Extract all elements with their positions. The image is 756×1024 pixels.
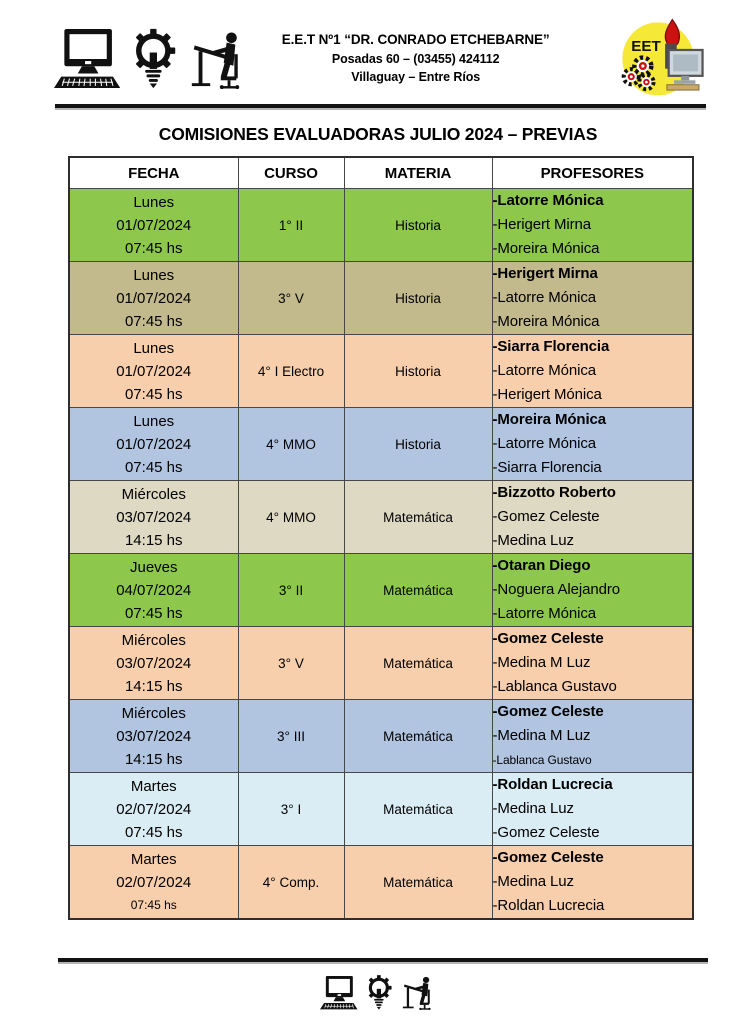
fecha-date: 03/07/2024 bbox=[116, 508, 192, 526]
profesor-titular: -Latorre Mónica bbox=[492, 192, 604, 209]
fecha-day: Lunes bbox=[133, 266, 175, 284]
profesor-titular: -Gomez Celeste bbox=[492, 703, 604, 720]
curso-cell: 1° II bbox=[238, 189, 344, 262]
materia-cell: Historia bbox=[344, 335, 492, 408]
fecha-date: 01/07/2024 bbox=[116, 362, 192, 380]
profesores-cell bbox=[492, 189, 693, 262]
profesor-titular: -Otaran Diego bbox=[492, 557, 591, 574]
fecha-date: 01/07/2024 bbox=[116, 435, 192, 453]
curso-cell: 3° V bbox=[238, 262, 344, 335]
table-row bbox=[69, 554, 693, 627]
fecha-day: Lunes bbox=[133, 339, 175, 357]
fecha-cell bbox=[69, 335, 238, 408]
fecha-day: Lunes bbox=[133, 412, 175, 430]
profesor-vocal: -Medina Luz bbox=[492, 873, 574, 890]
profesor-vocal: -Medina Luz bbox=[492, 800, 574, 817]
fecha-date: 04/07/2024 bbox=[116, 581, 192, 599]
school-address: Posadas 60 – (03455) 424112 bbox=[331, 51, 500, 66]
table-row bbox=[69, 262, 693, 335]
profesor-vocal: -Medina M Luz bbox=[492, 654, 591, 671]
materia-cell: Historia bbox=[344, 189, 492, 262]
computer-icon bbox=[54, 29, 120, 89]
fecha-date: 02/07/2024 bbox=[116, 800, 192, 818]
table-row bbox=[69, 773, 693, 846]
fecha-date: 02/07/2024 bbox=[116, 873, 192, 891]
profesor-titular: -Moreira Mónica bbox=[492, 411, 607, 428]
profesor-vocal: -Medina Luz bbox=[492, 532, 574, 549]
fecha-date: 03/07/2024 bbox=[116, 727, 192, 745]
materia-cell: Matemática bbox=[344, 846, 492, 920]
materia-cell: Historia bbox=[344, 408, 492, 481]
profesores-cell bbox=[492, 481, 693, 554]
profesores-cell bbox=[492, 335, 693, 408]
profesor-vocal: -Siarra Florencia bbox=[492, 459, 602, 476]
profesor-titular: -Roldan Lucrecia bbox=[492, 776, 613, 793]
column-header-curso: CURSO bbox=[238, 157, 344, 189]
profesor-vocal: -Latorre Mónica bbox=[492, 362, 597, 379]
curso-cell: 4° Comp. bbox=[238, 846, 344, 920]
fecha-cell bbox=[69, 554, 238, 627]
page-footer bbox=[0, 958, 756, 1010]
page-title: COMISIONES EVALUADORAS JULIO 2024 – PREVIAS bbox=[158, 124, 598, 144]
profesores-cell bbox=[492, 773, 693, 846]
fecha-time: 14:15 hs bbox=[124, 531, 183, 549]
table-row bbox=[69, 408, 693, 481]
profesor-vocal: -Medina M Luz bbox=[492, 727, 591, 744]
fecha-date: 03/07/2024 bbox=[116, 654, 192, 672]
fecha-cell bbox=[69, 700, 238, 773]
fecha-day: Jueves bbox=[129, 558, 178, 576]
table-row bbox=[69, 189, 693, 262]
profesor-titular: -Bizzotto Roberto bbox=[492, 484, 616, 501]
curso-cell: 4° MMO bbox=[238, 408, 344, 481]
fecha-cell bbox=[69, 189, 238, 262]
fecha-day: Lunes bbox=[133, 193, 175, 211]
profesores-cell bbox=[492, 262, 693, 335]
school-name: E.E.T Nº1 “DR. CONRADO ETCHEBARNE” bbox=[281, 32, 550, 48]
profesor-vocal: -Herigert Mirna bbox=[492, 216, 592, 233]
column-header-fecha: FECHA bbox=[69, 157, 238, 189]
fecha-time: 07:45 hs bbox=[124, 385, 183, 403]
materia-cell: Matemática bbox=[344, 554, 492, 627]
table-row bbox=[69, 846, 693, 920]
letterhead-icons bbox=[54, 27, 214, 89]
fecha-cell bbox=[69, 627, 238, 700]
profesor-vocal: -Lablanca Gustavo bbox=[492, 678, 617, 695]
profesor-titular: -Siarra Florencia bbox=[492, 338, 610, 355]
lightbulb-gear-icon bbox=[363, 974, 395, 1010]
profesor-vocal: -Latorre Mónica bbox=[492, 605, 597, 622]
fecha-time: 07:45 hs bbox=[130, 897, 177, 912]
profesores-cell bbox=[492, 700, 693, 773]
materia-cell: Historia bbox=[344, 262, 492, 335]
profesor-titular: -Gomez Celeste bbox=[492, 849, 604, 866]
curso-cell: 4° I Electro bbox=[238, 335, 344, 408]
footer-divider bbox=[58, 958, 708, 962]
profesor-vocal: -Herigert Mónica bbox=[492, 386, 602, 403]
fecha-date: 01/07/2024 bbox=[116, 216, 192, 234]
fecha-cell bbox=[69, 408, 238, 481]
schedule-table-body bbox=[69, 189, 693, 920]
fecha-cell bbox=[69, 262, 238, 335]
curso-cell: 3° II bbox=[238, 554, 344, 627]
fecha-time: 07:45 hs bbox=[124, 823, 183, 841]
profesores-cell bbox=[492, 554, 693, 627]
schedule-table bbox=[68, 156, 694, 920]
profesor-vocal: -Moreira Mónica bbox=[492, 240, 600, 257]
lightbulb-gear-icon bbox=[126, 27, 181, 89]
materia-cell: Matemática bbox=[344, 773, 492, 846]
table-row bbox=[69, 335, 693, 408]
fecha-time: 14:15 hs bbox=[124, 677, 183, 695]
footer-icons bbox=[0, 974, 756, 1010]
letterhead bbox=[0, 0, 756, 104]
fecha-cell bbox=[69, 481, 238, 554]
school-location: Villaguay – Entre Ríos bbox=[351, 69, 481, 84]
fecha-cell bbox=[69, 846, 238, 920]
materia-cell: Matemática bbox=[344, 627, 492, 700]
profesor-vocal: -Roldan Lucrecia bbox=[492, 897, 605, 914]
table-row bbox=[69, 700, 693, 773]
profesor-vocal: -Latorre Mónica bbox=[492, 435, 597, 452]
profesor-titular: -Gomez Celeste bbox=[492, 630, 604, 647]
header-row bbox=[69, 157, 693, 189]
fecha-time: 07:45 hs bbox=[124, 604, 183, 622]
profesor-vocal: -Noguera Alejandro bbox=[492, 581, 620, 598]
profesor-vocal: -Latorre Mónica bbox=[492, 289, 597, 306]
letterhead-text bbox=[214, 30, 617, 86]
profesores-cell bbox=[492, 408, 693, 481]
table-row bbox=[69, 627, 693, 700]
profesores-cell bbox=[492, 846, 693, 920]
materia-cell: Matemática bbox=[344, 481, 492, 554]
fecha-day: Miércoles bbox=[121, 485, 186, 503]
column-header-materia: MATERIA bbox=[344, 157, 492, 189]
curso-cell: 3° III bbox=[238, 700, 344, 773]
profesor-vocal: -Gomez Celeste bbox=[492, 508, 600, 525]
fecha-time: 07:45 hs bbox=[124, 239, 183, 257]
fecha-time: 07:45 hs bbox=[124, 458, 183, 476]
materia-cell: Matemática bbox=[344, 700, 492, 773]
school-logo-icon bbox=[617, 17, 710, 99]
fecha-day: Martes bbox=[130, 777, 177, 795]
person-drafting-icon bbox=[400, 976, 436, 1010]
profesor-vocal: -Gomez Celeste bbox=[492, 824, 600, 841]
curso-cell: 3° V bbox=[238, 627, 344, 700]
computer-icon bbox=[320, 976, 358, 1010]
profesor-vocal: -Lablanca Gustavo bbox=[492, 753, 592, 767]
profesor-vocal: -Moreira Mónica bbox=[492, 313, 600, 330]
fecha-date: 01/07/2024 bbox=[116, 289, 192, 307]
profesores-cell bbox=[492, 627, 693, 700]
header-divider bbox=[55, 104, 706, 108]
fecha-time: 14:15 hs bbox=[124, 750, 183, 768]
column-header-profesores: PROFESORES bbox=[492, 157, 693, 189]
fecha-cell bbox=[69, 773, 238, 846]
fecha-day: Miércoles bbox=[121, 631, 186, 649]
curso-cell: 3° I bbox=[238, 773, 344, 846]
fecha-time: 07:45 hs bbox=[124, 312, 183, 330]
table-row bbox=[69, 481, 693, 554]
fecha-day: Miércoles bbox=[121, 704, 186, 722]
fecha-day: Martes bbox=[130, 850, 177, 868]
curso-cell: 4° MMO bbox=[238, 481, 344, 554]
profesor-titular: -Herigert Mirna bbox=[492, 265, 598, 282]
